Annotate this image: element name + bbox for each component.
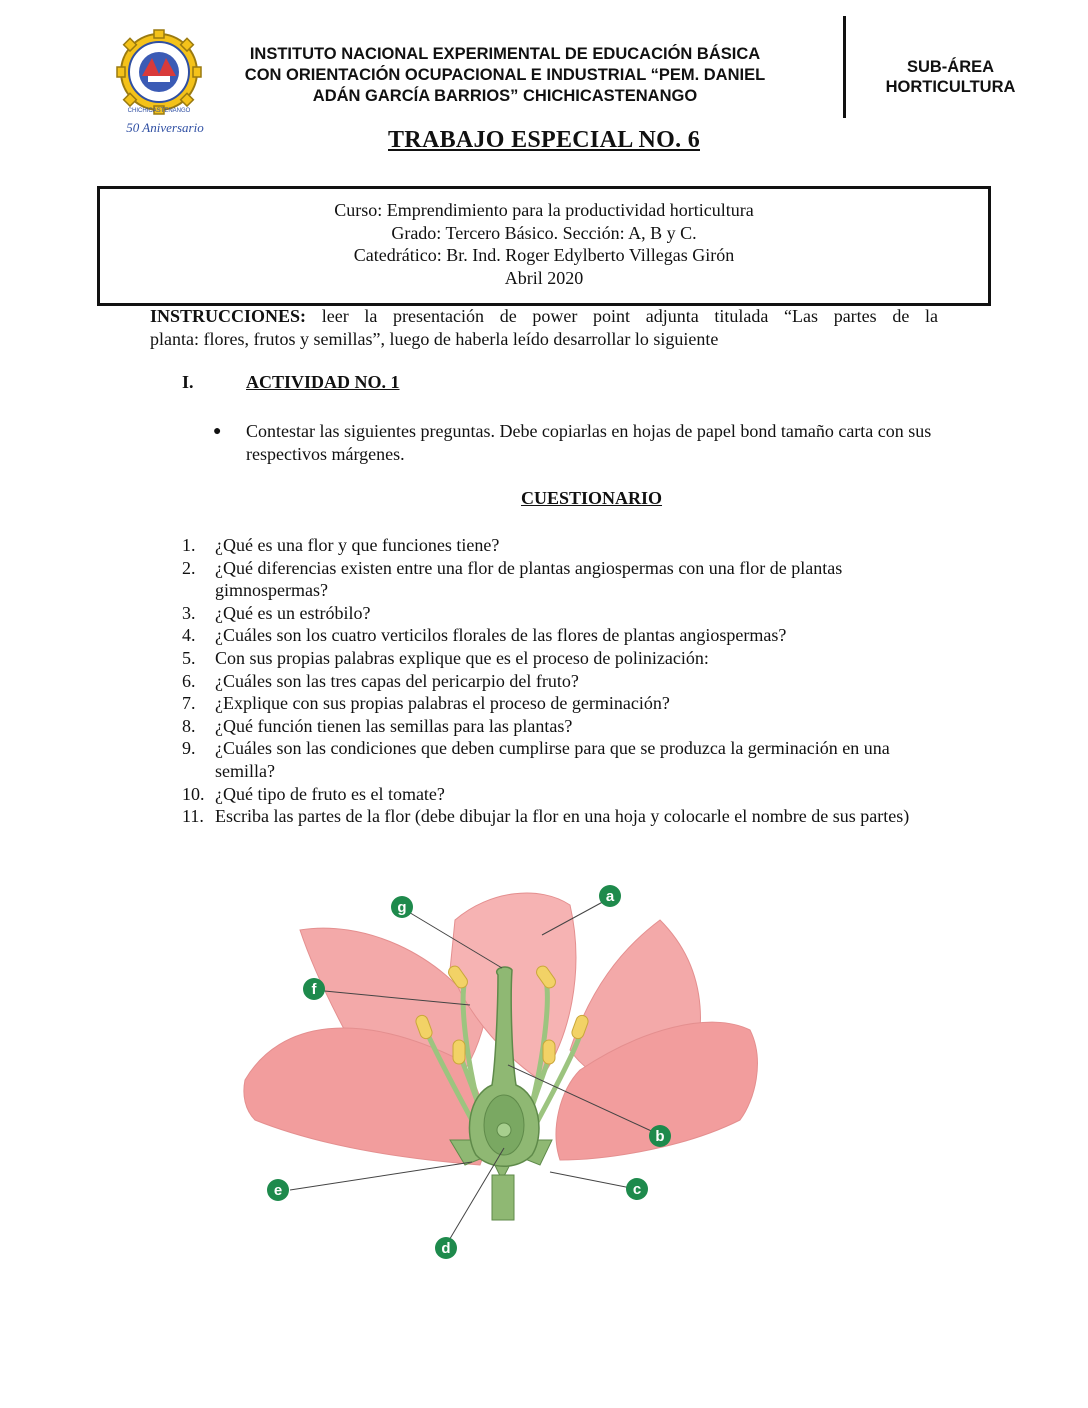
- date-line: Abril 2020: [504, 267, 584, 288]
- question-item: 11. Escriba las partes de la flor (debe dibujar la flor en una hoja y colocarle el nombre de sus partes): [182, 806, 910, 827]
- question-item: 4. ¿Cuáles son los cuatro verticilos florales de las flores de plantas angiospermas?: [182, 625, 787, 646]
- institution-name: [200, 44, 810, 107]
- ovule: [497, 1123, 511, 1137]
- subarea-line: SUB-ÁREA: [906, 58, 995, 76]
- teacher-line: Catedrático: Br. Ind. Roger Edylberto Villegas Girón: [353, 245, 735, 265]
- flower-diagram: [240, 880, 840, 1270]
- bullet-icon: ●: [213, 424, 222, 439]
- document-title: TRABAJO ESPECIAL NO. 6: [388, 127, 700, 153]
- question-item: 9. ¿Cuáles son las condiciones que deben cumplirse para que se produzca la germinación en una semilla?: [182, 738, 890, 781]
- svg-text:a: a: [605, 888, 615, 905]
- svg-text:c: c: [632, 1181, 642, 1198]
- label-f: [303, 978, 325, 1000]
- question-item: 5. Con sus propias palabras explique que es el proceso de polinización:: [182, 647, 709, 668]
- institution-line: INSTITUTO NACIONAL EXPERIMENTAL DE EDUCACIÓN BÁSICA: [249, 45, 761, 63]
- label-a: [599, 885, 621, 907]
- question-list: [182, 534, 942, 828]
- activity-instruction: Contestar las siguientes preguntas. Debe copiarlas en hojas de papel bond tamaño carta con sus respectivos márgenes.: [246, 421, 932, 464]
- course-line: Curso: Emprendimiento para la productividad horticultura: [334, 200, 754, 220]
- instructions-paragraph: [150, 305, 938, 350]
- svg-text:g: g: [397, 899, 407, 916]
- label-d: [435, 1237, 457, 1259]
- institution-line: ADÁN GARCÍA BARRIOS” CHICHICASTENANGO: [312, 87, 698, 105]
- question-item: 6. ¿Cuáles son las tres capas del pericarpio del fruto?: [182, 670, 579, 691]
- label-e: [267, 1179, 289, 1201]
- question-item: 8. ¿Qué función tienen las semillas para las plantas?: [182, 715, 573, 736]
- questionnaire-title: CUESTIONARIO: [520, 488, 663, 508]
- question-item: 3. ¿Qué es un estróbilo?: [182, 602, 371, 623]
- instructions-text: leer la presentación de power point adjunta titulada “Las partes de la: [321, 306, 939, 326]
- institution-line: CON ORIENTACIÓN OCUPACIONAL E INDUSTRIAL “PEM. DANIEL: [244, 66, 766, 84]
- label-g: [391, 896, 413, 918]
- svg-text:e: e: [273, 1182, 283, 1199]
- header-divider: [843, 16, 846, 118]
- grade-line: Grado: Tercero Básico. Sección: A, B y C.: [391, 222, 697, 243]
- svg-text:d: d: [441, 1240, 451, 1257]
- course-info-box: [97, 186, 991, 306]
- question-item: 10. ¿Qué tipo de fruto es el tomate?: [182, 783, 445, 804]
- instructions-label: INSTRUCCIONES:: [150, 306, 307, 326]
- activity-title: ACTIVIDAD NO. 1: [246, 372, 400, 392]
- question-item: 7. ¿Explique con sus propias palabras el proceso de germinación?: [182, 693, 670, 714]
- subarea-line: HORTICULTURA: [885, 78, 1016, 96]
- instructions-text: planta: flores, frutos y semillas”, luego de haberla leído desarrollar lo siguiente: [150, 328, 719, 349]
- svg-text:f: f: [311, 981, 317, 998]
- logo-ring-text: CHICHICASTENANGO: [127, 108, 191, 114]
- label-c: [626, 1178, 648, 1200]
- subarea-label: [858, 57, 1043, 97]
- stem: [492, 1175, 514, 1220]
- question-item: 1. ¿Qué es una flor y que funciones tiene?: [182, 535, 500, 555]
- activity-number: I.: [182, 372, 194, 392]
- label-b: [649, 1125, 671, 1147]
- question-item: 2. ¿Qué diferencias existen entre una flor de plantas angiospermas con una flor de plantas gimnospermas?: [182, 557, 843, 601]
- logo-caption: 50 Aniversario: [126, 120, 204, 135]
- svg-text:b: b: [655, 1128, 665, 1145]
